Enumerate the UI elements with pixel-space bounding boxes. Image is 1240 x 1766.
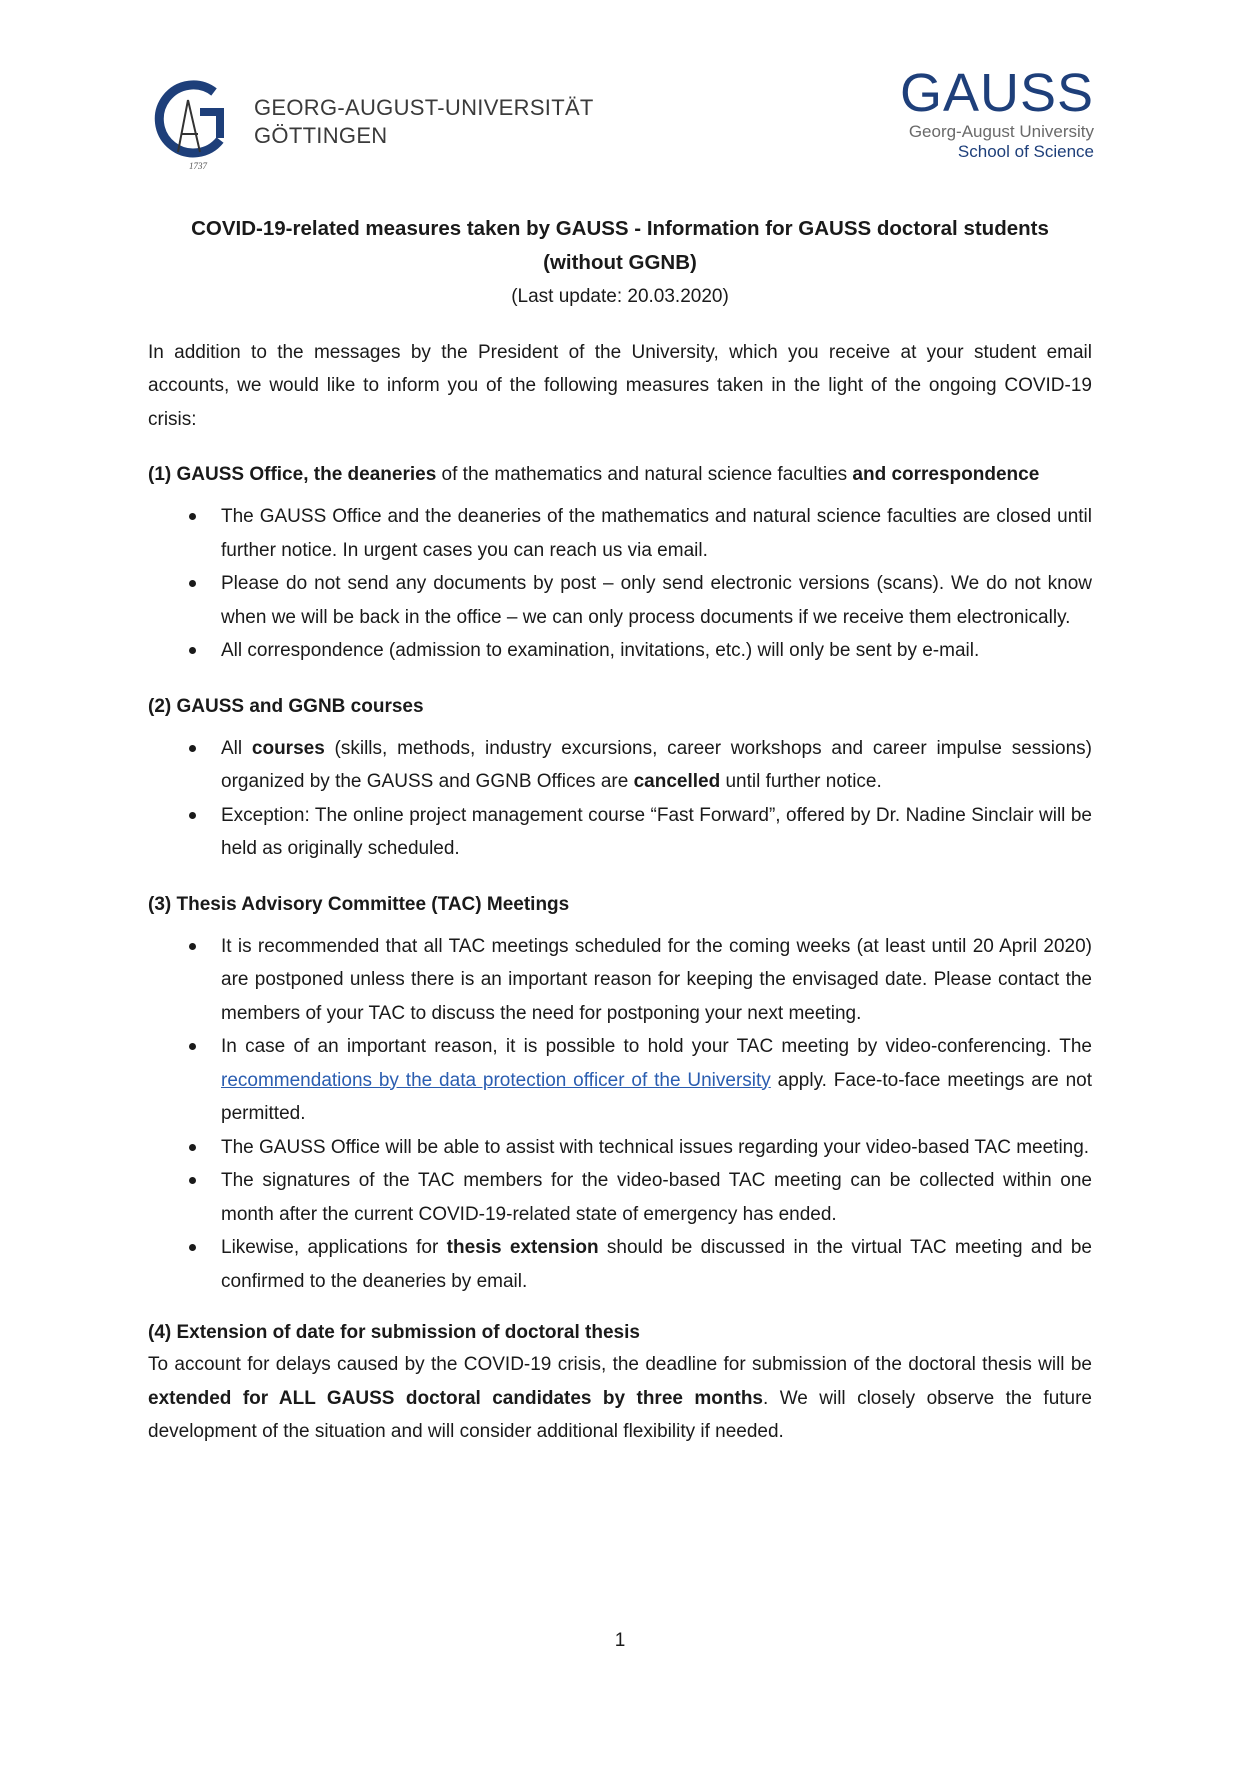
list-item — [221, 732, 1092, 799]
section1-heading-e: and correspondence — [852, 464, 1040, 485]
item-text: In case of an important reason, it is possible to hold your TAC meeting by video-conferencing. The — [221, 1036, 1092, 1057]
list-item: Exception: The online project management course “Fast Forward”, offered by Dr. Nadine Sinclair will be held as originally scheduled. — [221, 799, 1092, 866]
section1-heading-a: (1) GAUSS Office, — [148, 464, 309, 485]
data-protection-recommendations-link[interactable]: recommendations by the data protection officer of the University — [221, 1069, 771, 1091]
university-name — [254, 94, 594, 150]
section4-heading: (4) Extension of date for submission of doctoral thesis — [148, 1322, 640, 1343]
item-bold: thesis extension — [446, 1237, 599, 1258]
item-text: (skills, methods, industry excursions, career workshops and career impulse sessions) organized by the GAUSS and GGNB Offices are — [221, 737, 1092, 792]
section1-list — [148, 500, 1092, 668]
gauss-subtitle-university: Georg-August University — [908, 122, 1094, 141]
page-number: 1 — [614, 1630, 626, 1651]
document-body — [148, 212, 1092, 1449]
para-text: . We will closely observe the future development of the situation and will consider additional flexibility if needed. — [148, 1387, 1092, 1442]
seal-year: 1737 — [189, 161, 207, 171]
gauss-logo — [899, 63, 1094, 162]
list-item: All correspondence (admission to examination, invitations, etc.) will only be sent by e-mail. — [221, 634, 1092, 668]
list-item: The signatures of the TAC members for the video-based TAC meeting can be collected within one month after the current COVID-19-related state of emergency has ended. — [221, 1164, 1092, 1231]
university-logo — [148, 72, 594, 172]
list-item — [221, 1231, 1092, 1298]
intro-paragraph: In addition to the messages by the President of the University, which you receive at your student email accounts, we would like to inform you of the following measures taken in the light of the ongoing COVID-19 crisis: — [148, 341, 1092, 430]
item-bold: courses — [251, 737, 325, 759]
para-bold: extended for ALL GAUSS doctoral candidates by three months — [148, 1387, 763, 1409]
para-text: To account for delays caused by the COVID-19 crisis, the deadline for submission of the doctoral thesis will be — [148, 1354, 1092, 1375]
university-seal-icon — [148, 72, 248, 172]
section3-heading: (3) Thesis Advisory Committee (TAC) Meetings — [148, 893, 570, 915]
list-item: It is recommended that all TAC meetings scheduled for the coming weeks (at least until 20 April 2020) are postponed unless there is an important reason for keeping the envisaged date. Please contact the members of your TAC to discuss the need for postponing your next meeting. — [221, 930, 1092, 1031]
item-bold: cancelled — [633, 771, 721, 792]
section1-heading-b: the — [308, 464, 348, 485]
list-item: The GAUSS Office and the deaneries of the mathematics and natural science faculties are closed until further notice. In urgent cases you can reach us via email. — [221, 500, 1092, 567]
section1-heading-d: of the mathematics and natural science faculties — [436, 464, 853, 485]
item-text: should be discussed in the virtual TAC meeting and be confirmed to the deaneries by email. — [221, 1237, 1092, 1292]
section4-paragraph — [148, 1348, 1092, 1449]
list-item: Please do not send any documents by post – only send electronic versions (scans). We do not know when we will be back in the office – we can only process documents if we receive them electronically. — [221, 567, 1092, 634]
item-text: until further notice. — [720, 771, 882, 792]
section2-heading: (2) GAUSS and GGNB courses — [148, 695, 424, 717]
list-item: The GAUSS Office will be able to assist with technical issues regarding your video-based TAC meeting. — [221, 1131, 1092, 1165]
gauss-subtitle-school: School of Science — [957, 142, 1094, 161]
section1-heading-c: deaneries — [347, 464, 437, 485]
university-name-line1: GEORG-AUGUST-UNIVERSITÄT — [254, 95, 594, 120]
section2-list — [148, 732, 1092, 866]
university-name-line2: GÖTTINGEN — [254, 123, 388, 148]
list-item — [221, 1030, 1092, 1131]
item-text: All — [221, 737, 252, 759]
item-text: Likewise, applications for — [221, 1237, 447, 1258]
last-update: (Last update: 20.03.2020) — [511, 286, 729, 307]
item-text: apply. Face-to-face meetings are not permitted. — [221, 1069, 1092, 1124]
title-line1: COVID-19-related measures taken by GAUSS - Information for GAUSS doctoral students — [191, 217, 1049, 240]
gauss-wordmark: GAUSS — [899, 63, 1094, 123]
document-title — [148, 212, 1092, 280]
title-line2: (without GGNB) — [543, 251, 697, 274]
section3-list — [148, 930, 1092, 1299]
section1-heading — [148, 460, 1092, 490]
